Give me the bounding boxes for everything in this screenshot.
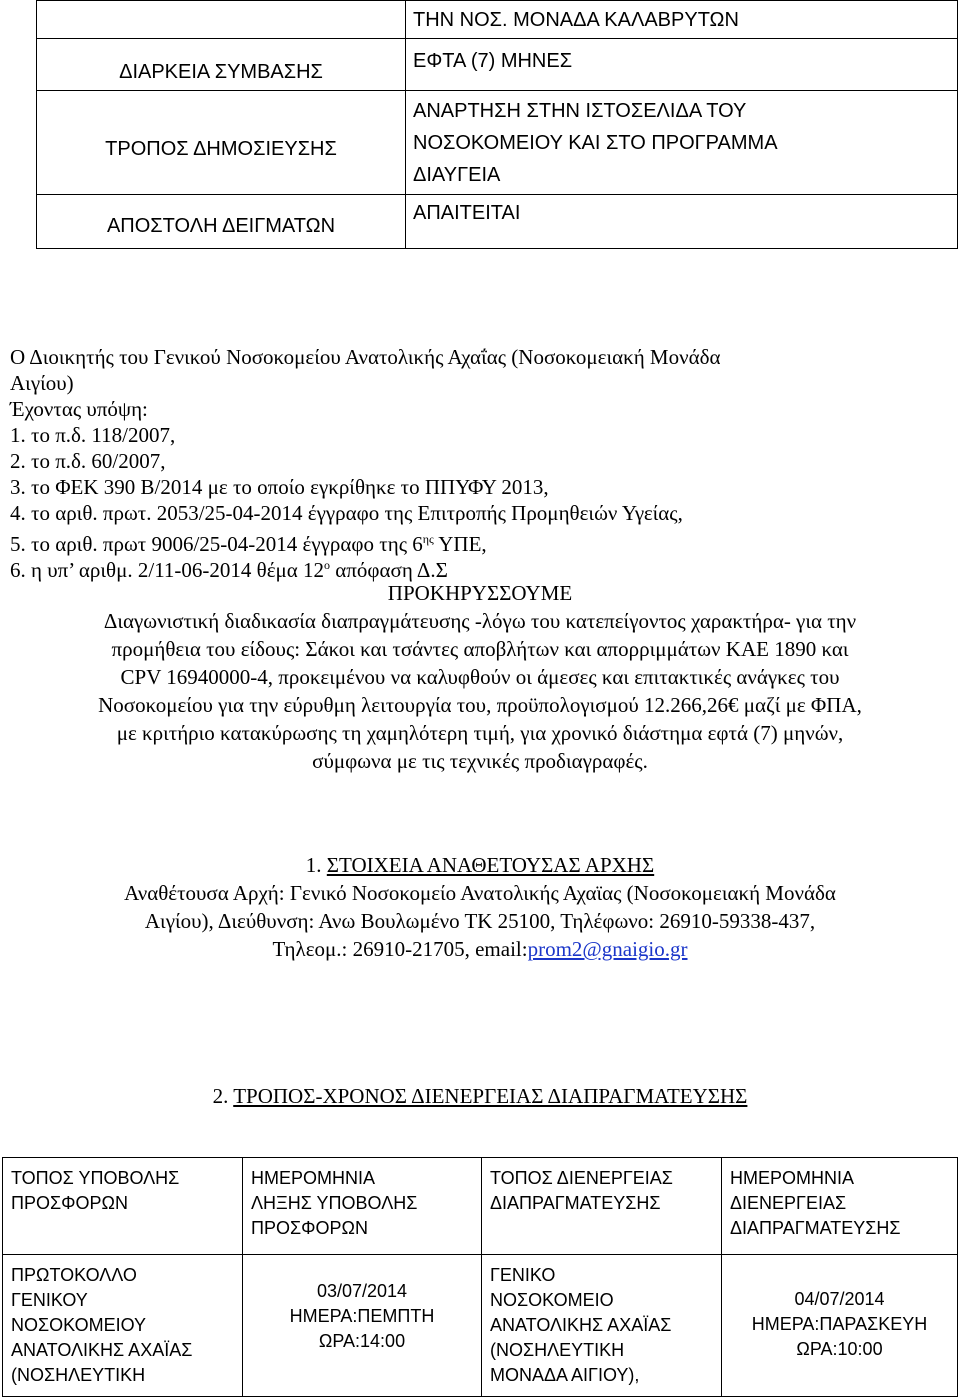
header-text: ΠΡΟΣΦΟΡΩΝ — [11, 1193, 128, 1213]
cell-text: ΗΜΕΡΑ:ΠΑΡΑΣΚΕΥΗ — [751, 1314, 928, 1334]
publication-value-cell — [406, 91, 958, 195]
consideration-5-sup: ης — [422, 532, 434, 546]
body-line: με κριτήριο κατακύρωσης τη χαμηλότερη τιμή, για χρονικό διάστημα εφτά (7) μηνών, — [116, 721, 844, 745]
consideration-item-5 — [10, 527, 487, 556]
fax-email-line — [0, 937, 960, 961]
cell-negotiation-date — [722, 1255, 958, 1397]
cell-text: 04/07/2014 — [794, 1289, 885, 1309]
contract-terms-table — [36, 0, 958, 249]
cell-text: ΩΡΑ:14:00 — [318, 1331, 406, 1351]
consideration-item: 2. το π.δ. 60/2007, — [10, 449, 166, 473]
body-line: προμήθεια του είδους: Σάκοι και τσάντες αποβλήτων και απορριμμάτων ΚΑΕ 1890 και — [111, 637, 849, 661]
cell-text: ΓΕΝΙΚΟΥ — [11, 1290, 88, 1310]
consideration-5-text: 5. το αριθ. πρωτ 9006/25-04-2014 έγγραφο της 6 — [10, 532, 423, 556]
header-text: ΔΙΕΝΕΡΓΕΙΑΣ — [730, 1193, 847, 1213]
having-in-mind: Έχοντας υπόψη: — [10, 397, 148, 421]
header-text: ΠΡΟΣΦΟΡΩΝ — [251, 1218, 368, 1238]
body-line: σύμφωνα με τις τεχνικές προδιαγραφές. — [312, 749, 648, 773]
empty-label-cell — [37, 1, 406, 39]
duration-value: ΕΦΤΑ (7) ΜΗΝΕΣ — [413, 50, 573, 72]
publication-value-line: ΑΝΑΡΤΗΣΗ ΣΤΗΝ ΙΣΤΟΣΕΛΙΔΑ ΤΟΥ — [413, 100, 747, 122]
samples-value: ΑΠΑΙΤΕΙΤΑΙ — [413, 202, 521, 224]
consideration-item: 1. το π.δ. 118/2007, — [10, 423, 176, 447]
header-submission-deadline — [243, 1158, 482, 1255]
section-1-number: 1. — [305, 853, 327, 877]
duration-value-cell — [406, 39, 958, 91]
cell-negotiation-place — [482, 1255, 722, 1397]
consideration-6-tail: απόφαση Δ.Σ — [330, 558, 448, 582]
header-text: ΗΜΕΡΟΜΗΝΙΑ — [251, 1168, 376, 1188]
samples-value-cell — [406, 195, 958, 249]
header-text: ΔΙΑΠΡΑΓΜΑΤΕΥΣΗΣ — [490, 1193, 661, 1213]
body-line: Νοσοκομείου για την εύρυθμη λειτουργία του, προϋπολογισμού 12.266,26€ μαζί με ΦΠΑ, — [98, 693, 862, 717]
publication-value-line: ΝΟΣΟΚΟΜΕΙΟΥ ΚΑΙ ΣΤΟ ΠΡΟΓΡΑΜΜΑ — [413, 132, 778, 154]
cell-text: ΑΝΑΤΟΛΙΚΗΣ ΑΧΑΪΑΣ — [11, 1340, 193, 1360]
authority-line: Αιγίου), Διεύθυνση: Ανω Βουλωμένο ΤΚ 25100, Τηλέφωνο: 26910-59338-437, — [144, 909, 816, 933]
publication-label: ΤΡΟΠΟΣ ΔΗΜΟΣΙΕΥΣΗΣ — [105, 138, 337, 160]
cell-text: ΓΕΝΙΚΟ — [490, 1265, 556, 1285]
section-1-title: ΣΤΟΙΧΕΙΑ ΑΝΑΘΕΤΟΥΣΑΣ ΑΡΧΗΣ — [326, 853, 655, 877]
duration-label: ΔΙΑΡΚΕΙΑ ΣΥΜΒΑΣΗΣ — [119, 61, 323, 83]
consideration-6-sup: ο — [324, 558, 331, 572]
negotiation-schedule-table — [2, 1157, 958, 1397]
section-2-number: 2. — [212, 1084, 234, 1108]
duration-label-cell — [37, 39, 406, 91]
section-1-heading — [0, 853, 960, 877]
proclaim-heading: ΠΡΟΚΗΡΥΣΣΟΥΜΕ — [387, 581, 573, 605]
header-text: ΔΙΑΠΡΑΓΜΑΤΕΥΣΗΣ — [730, 1218, 901, 1238]
samples-label-cell — [37, 195, 406, 249]
email-link[interactable]: prom2@gnaigio.gr — [527, 937, 688, 961]
body-line: Διαγωνιστική διαδικασία διαπραγμάτευσης -λόγω του κατεπείγοντος χαρακτήρα- για την — [103, 609, 857, 633]
samples-label: ΑΠΟΣΤΟΛΗ ΔΕΙΓΜΑΤΩΝ — [106, 215, 336, 237]
header-negotiation-date — [722, 1158, 958, 1255]
publication-label-cell — [37, 91, 406, 195]
cell-text: ΩΡΑ:10:00 — [796, 1339, 883, 1359]
header-text: ΗΜΕΡΟΜΗΝΙΑ — [730, 1168, 855, 1188]
cell-submission-deadline — [243, 1255, 482, 1397]
cell-text: (ΝΟΣΗΛΕΥΤΙΚΗ — [11, 1365, 146, 1385]
cell-text: ΠΡΩΤΟΚΟΛΛΟ — [11, 1265, 137, 1285]
header-submission-place — [3, 1158, 243, 1255]
cell-text: ΝΟΣΟΚΟΜΕΙΟ — [490, 1290, 614, 1310]
section-2-title: ΤΡΟΠΟΣ-ΧΡΟΝΟΣ ΔΙΕΝΕΡΓΕΙΑΣ ΔΙΑΠΡΑΓΜΑΤΕΥΣΗΣ — [233, 1084, 748, 1108]
consideration-6-text: 6. η υπ’ αριθμ. 2/11-06-2014 θέμα 12 — [10, 558, 325, 582]
header-text: ΤΟΠΟΣ ΔΙΕΝΕΡΓΕΙΑΣ — [490, 1168, 673, 1188]
body-line: CPV 16940000-4, προκειμένου να καλυφθούν οι άμεσες και επιτακτικές ανάγκες του — [120, 665, 840, 689]
header-text: ΛΗΞΗΣ ΥΠΟΒΟΛΗΣ — [251, 1193, 418, 1213]
header-text: ΤΟΠΟΣ ΥΠΟΒΟΛΗΣ — [11, 1168, 180, 1188]
intro-line: Αιγίου) — [10, 371, 74, 395]
cell-text: (ΝΟΣΗΛΕΥΤΙΚΗ — [490, 1340, 625, 1360]
intro-line: Ο Διοικητής του Γενικού Νοσοκομείου Ανατολικής Αχαΐας (Νοσοκομειακή Μονάδα — [10, 345, 721, 369]
cell-text: 03/07/2014 — [316, 1281, 408, 1301]
consideration-item: 4. το αριθ. πρωτ. 2053/25-04-2014 έγγραφο της Επιτροπής Προμηθειών Υγείας, — [10, 501, 683, 525]
consideration-item: 3. το ΦΕΚ 390 Β/2014 με το οποίο εγκρίθηκε το ΠΠΥΦΥ 2013, — [10, 475, 549, 499]
cell-text: ΑΝΑΤΟΛΙΚΗΣ ΑΧΑΪΑΣ — [490, 1315, 672, 1335]
cell-text: ΜΟΝΑΔΑ ΑΙΓΙΟΥ), — [490, 1365, 640, 1385]
publication-value-line: ΔΙΑΥΓΕΙΑ — [413, 164, 501, 186]
cell-text: ΗΜΕΡΑ:ΠΕΜΠΤΗ — [289, 1306, 435, 1326]
cell-text: ΝΟΣΟΚΟΜΕΙΟΥ — [11, 1315, 147, 1335]
authority-line: Αναθέτουσα Αρχή: Γενικό Νοσοκομείο Ανατολικής Αχαϊας (Νοσοκομειακή Μονάδα — [124, 881, 836, 905]
header-negotiation-place — [482, 1158, 722, 1255]
fax-text: Τηλεομ.: 26910-21705, email: — [272, 937, 528, 961]
section-2-heading — [0, 1084, 960, 1108]
location-value: ΤΗΝ ΝΟΣ. ΜΟΝΑΔΑ ΚΑΛΑΒΡΥΤΩΝ — [413, 9, 739, 31]
consideration-5-tail: ΥΠΕ, — [433, 532, 487, 556]
consideration-item-6 — [10, 553, 448, 582]
cell-submission-place — [3, 1255, 243, 1397]
location-value-cell — [406, 1, 958, 39]
